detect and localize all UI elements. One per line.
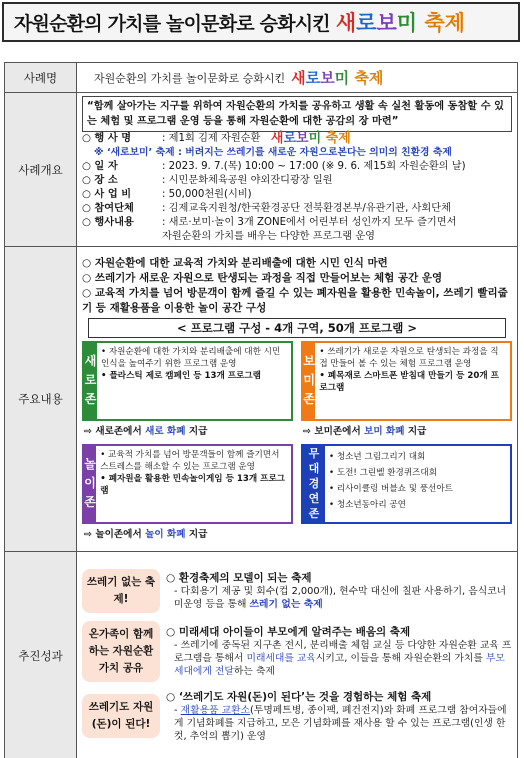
case-name: 자원순환의 가치를 놀이문화로 승화시킨 새 로 보 미 축제 bbox=[94, 69, 384, 87]
place-row: ○ 장 소 : 시민문화체육공원 야외잔디광장 일원 bbox=[82, 175, 333, 186]
zone-item: • 청소년동아리 공연 bbox=[329, 497, 453, 513]
result-desc: - 다회용기 제공 및 회수(컵 2,000개), 현수막 대신에 칠판 사용하기, 음식코너 미운영 등을 통해 쓰레기 없는 축제 bbox=[174, 585, 507, 610]
zone-item: • 쓰레기가 새로운 자원으로 탄생되는 과정을 직접 만들어 볼 수 있는 체험 프로그램 운영 bbox=[319, 346, 506, 370]
saerobomi-logo: 새 로 보 미 축제 bbox=[291, 69, 384, 87]
zone-item: • 폐자원을 활용한 민속놀이게임 등 13개 프로그램 bbox=[100, 473, 287, 497]
zone-item: • 도전! 그린벨 환경퀴즈대회 bbox=[329, 465, 453, 481]
zone-item: • 자원순환에 대한 가치와 분리배출에 대한 시민인식을 높여주기 위한 프로그램 운영 bbox=[101, 346, 287, 370]
zone-heading: 새 로 존 bbox=[84, 343, 97, 419]
row-label-results: 추진성과 bbox=[5, 552, 77, 758]
program-title: < 프로그램 구성 - 4개 구역, 50개 프로그램 > bbox=[88, 318, 506, 338]
result-pill: 온가족이 함께하는 자원순환 가치 공유 bbox=[82, 621, 160, 682]
result-section bbox=[82, 621, 512, 682]
main-point: ○ 교육적 가치를 넘어 방문객이 함께 즐길 수 있는 폐자원을 활용한 민속놀이, 쓰레기 빨리줍기 등 재활용품을 이용한 놀이 공간 구성 bbox=[82, 286, 508, 314]
zone-item: • 리사이클링 버블쇼 및 풍선아트 bbox=[329, 481, 453, 497]
zone-item: • 교육적 가치를 넘어 방문객들이 함께 즐기면서 스트레스를 해소할 수 있는 프로그램 운영 bbox=[100, 449, 287, 473]
overview-quote: “함께 살아가는 지구를 위하여 자원순환의 가치를 공유하고 생활 속 실천 활동에 동참할 수 있는 체험 및 프로그램 운영 등을 통해 자원순환에 대한 공감의 장 마련” bbox=[82, 96, 512, 132]
result-pill: 쓰레기 없는 축제! bbox=[82, 569, 160, 613]
case-table bbox=[4, 62, 518, 758]
result-section bbox=[82, 569, 512, 613]
zone-item: • 청소년 그림그리기 대회 bbox=[329, 449, 453, 465]
zone-item: • 플라스틱 제로 캠페인 등 13개 프로그램 bbox=[101, 370, 287, 382]
zone-heading: 무 대 경 연 존 bbox=[303, 446, 325, 522]
main-point: ○ 쓰레기가 새로운 자원으로 탄생되는 과정을 직접 만들어보는 체험 공간 운영 bbox=[82, 271, 443, 284]
contents-row: ○ 행사내용 : 새로·보미·놀이 3개 ZONE에서 어린부터 성인까지 모두 즐기면서 bbox=[82, 217, 457, 228]
result-desc: - 쓰레기에 중독된 지구촌 전시, 분리배출 체험 교실 등 다양한 자원순환 교육 프로그램을 통해서 미래세대를 교육시키고, 이들을 통해 자원순환의 가치를 부모 세대에게 전달하는 축제 bbox=[174, 639, 512, 677]
budget-row: ○ 사 업 비 : 50,000천원(시비) bbox=[82, 189, 252, 200]
date-row: ○ 일 자 : 2023. 9. 7.(목) 10:00 ~ 17:00 (※ 9. 6. 제15회 자원순환의 날) bbox=[82, 161, 466, 172]
row-label-overview: 사례개요 bbox=[5, 93, 77, 247]
result-pill: 쓰레기도 자원(돈)이 된다! bbox=[82, 694, 160, 738]
result-heading: ○ ‘쓰레기도 자원(돈)이 된다’는 것을 경험하는 체험 축제 bbox=[166, 690, 432, 703]
page-title-bar bbox=[2, 2, 520, 42]
zone-heading: 놀 이 존 bbox=[84, 446, 96, 522]
zone-item: • 폐목재로 스마트폰 받침대 만들기 등 20개 프로그램 bbox=[319, 370, 506, 394]
zone-footer: ⇨ 보미존에서 보미 화폐 지급 bbox=[303, 425, 427, 437]
organizations-row: ○ 참여단체 : 김제교육지원청/한국환경공단 전북환경본부/유관기관, 사회단체 bbox=[82, 203, 451, 214]
saerobomi-logo: 새 로 보 미 축제 bbox=[270, 131, 351, 146]
zone-heading: 보 미 존 bbox=[303, 343, 315, 419]
event-name-note: ※ ‘새로보미’ 축제 : 버려지는 쓰레기를 새로운 자원으로본다는 의미의 친환경 축제 bbox=[94, 147, 452, 158]
zone-grid bbox=[82, 341, 512, 543]
zone-stage bbox=[301, 444, 512, 543]
result-heading: ○ 미래세대 아이들이 부모에게 알려주는 배움의 축제 bbox=[166, 625, 411, 638]
row-label-case-name: 사례명 bbox=[5, 63, 77, 93]
result-heading: ○ 환경축제의 모델이 되는 축제 bbox=[166, 571, 312, 584]
zone-bomi bbox=[301, 341, 512, 440]
zone-footer: ⇨ 새로존에서 새로 화폐 지급 bbox=[84, 425, 208, 437]
saerobomi-logo: 새 로 보 미 축제 bbox=[335, 11, 465, 35]
row-label-main: 주요내용 bbox=[5, 247, 77, 552]
zone-saero bbox=[82, 341, 293, 440]
event-name-row: ○ 행 사 명 : 제1회 김제 자원순환 새 로 보 미 축제 bbox=[82, 131, 351, 146]
main-point: ○ 자원순환에 대한 교육적 가치와 분리배출에 대한 시민 인식 마련 bbox=[82, 256, 388, 269]
result-desc: - 재활용품 교환소(투명페트병, 종이팩, 폐건전지)와 화폐 프로그램 참여자들에게 기념화폐를 지급하고, 모은 기념화폐를 재사용 할 수 있는 프로그램(인생 한 컷, 추억의 뽑기) 운영 bbox=[174, 704, 507, 742]
page-title: 자원순환의 가치를 놀이문화로 승화시킨 bbox=[14, 12, 330, 35]
result-section bbox=[82, 690, 512, 743]
contents-row-cont: 자원순환의 가치를 배우는 다양한 프로그램 운영 bbox=[162, 231, 376, 242]
zone-footer: ⇨ 놀이존에서 놀이 화폐 지급 bbox=[84, 528, 208, 540]
zone-nori bbox=[82, 444, 293, 543]
